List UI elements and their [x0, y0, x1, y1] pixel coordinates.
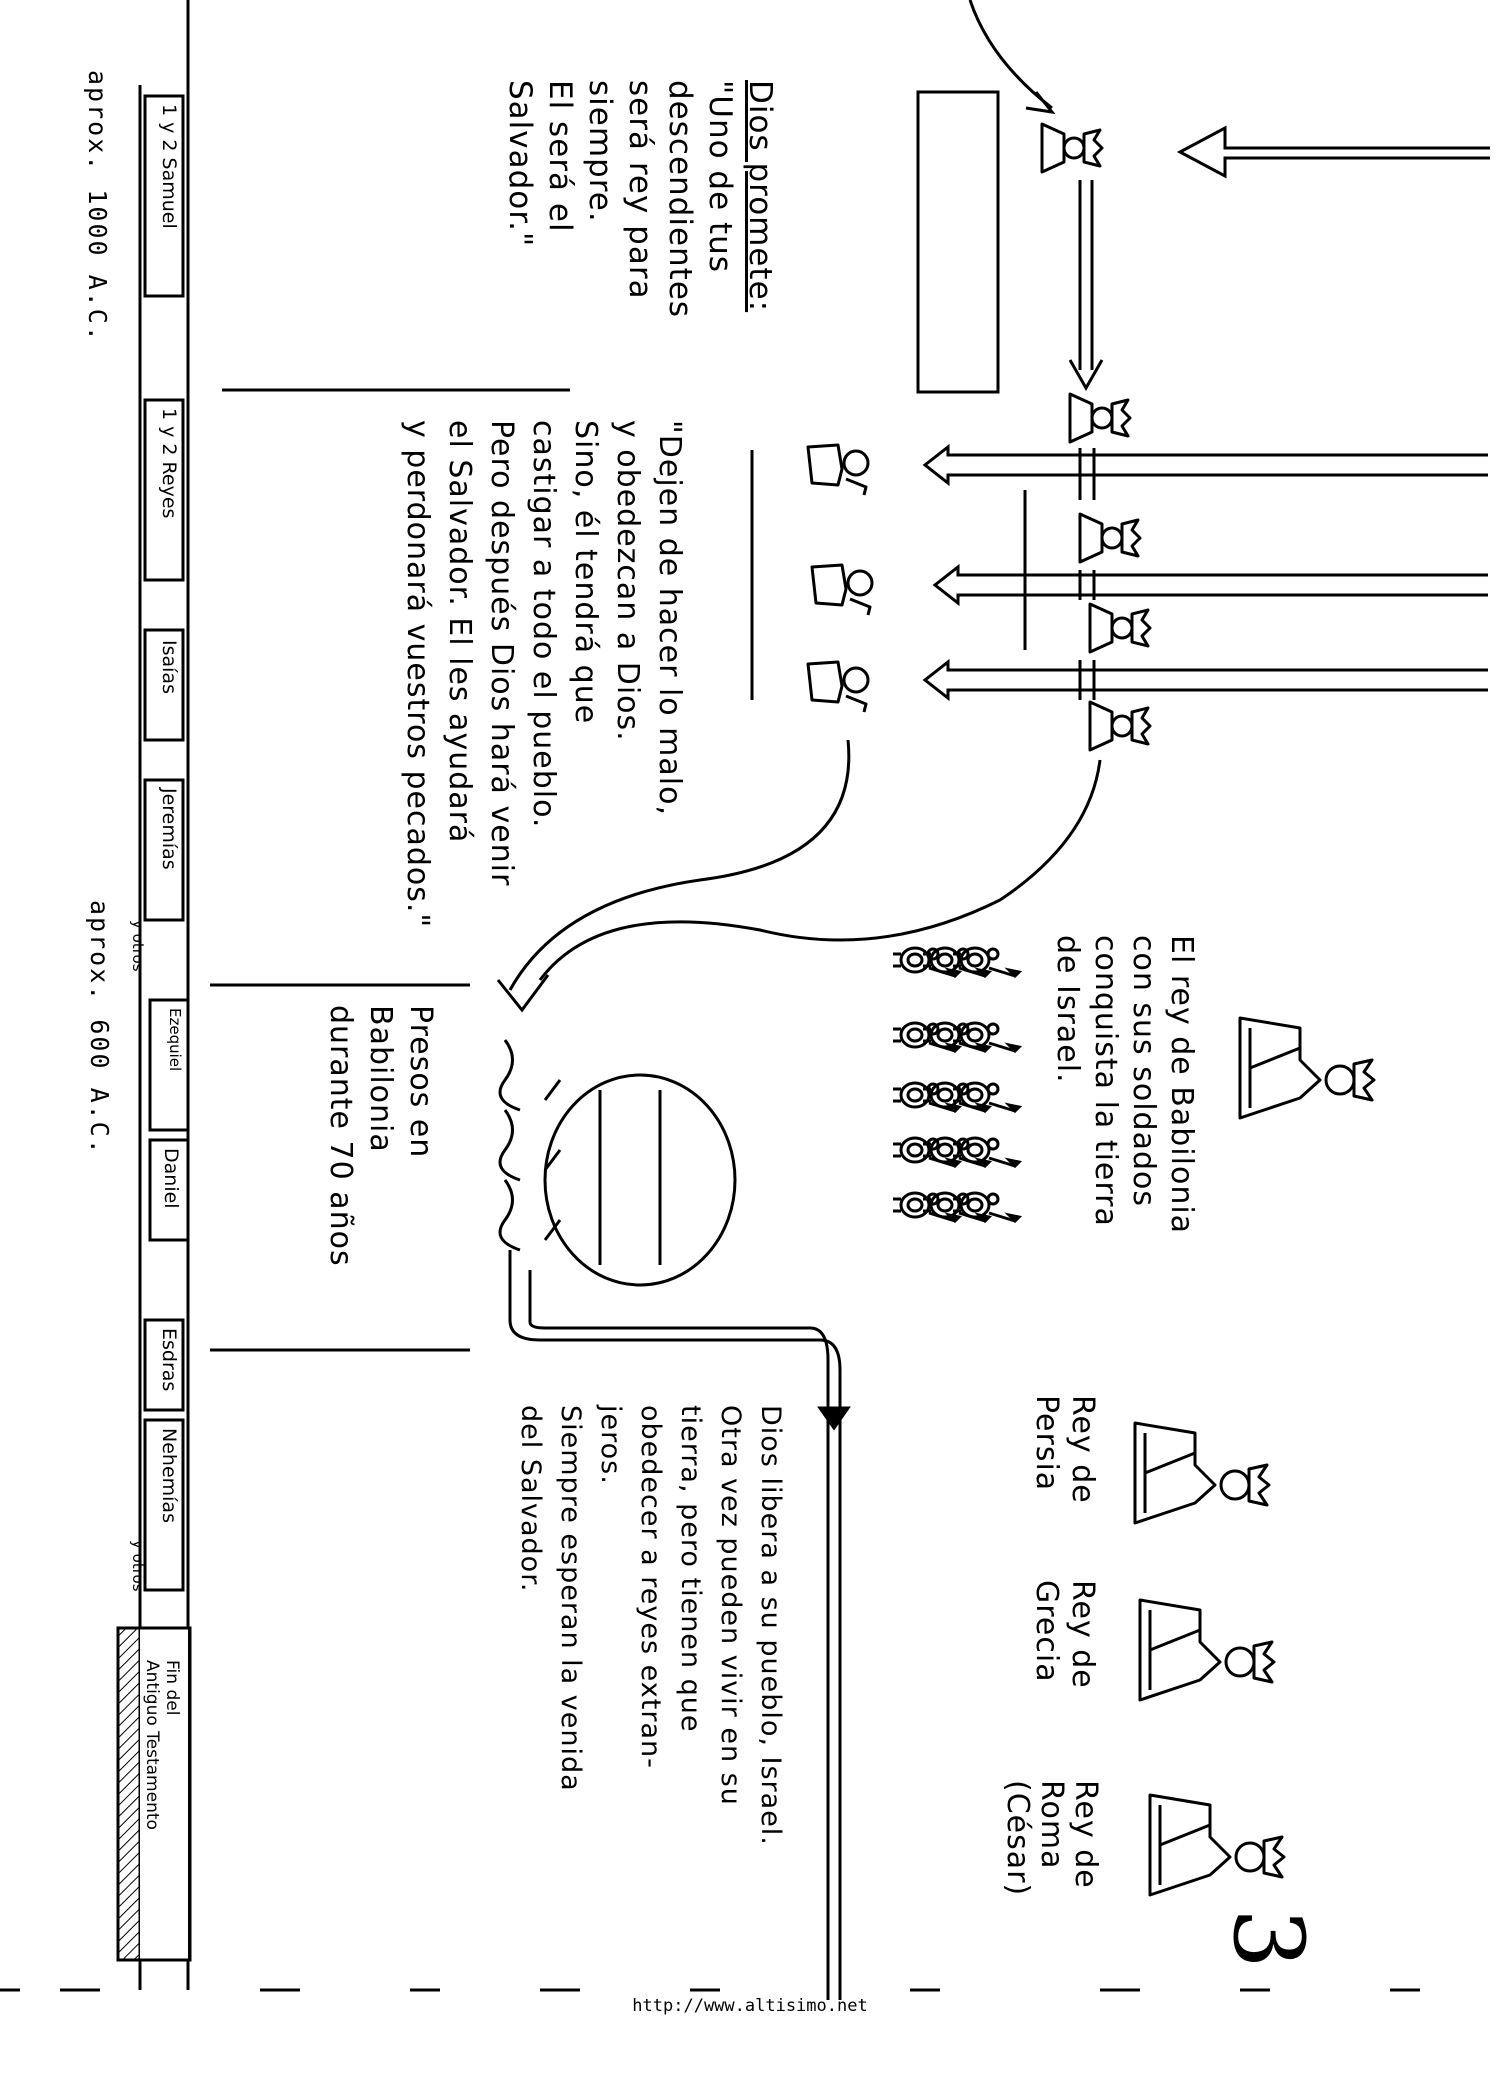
king-persia-caption — [1028, 1395, 1100, 1504]
warning-line: Sino, él tendrá que — [568, 420, 603, 725]
book-nehemias-extra: y otros — [129, 1540, 147, 1592]
king-persia — [1135, 1423, 1269, 1523]
promise-line: Salvador." — [502, 80, 538, 248]
king-caption-line: Persia — [1029, 1395, 1064, 1492]
exile-caption — [320, 1005, 440, 1267]
promise-title: Dios promete: — [742, 80, 778, 313]
end-of-ot-label — [142, 1660, 182, 1830]
liberation-line: tierra, pero tienen que — [675, 1405, 706, 1733]
exile-line: durante 70 años — [323, 1005, 358, 1267]
warning-line: y perdonará vuestros pecados." — [400, 420, 435, 929]
king-caption-line: Roma — [1034, 1780, 1069, 1870]
book-isaias: Isaías — [158, 640, 180, 694]
warning-line: y obedezcan a Dios. — [610, 420, 645, 742]
liberation-line: jeros. — [595, 1405, 626, 1485]
babylon-caption — [1048, 935, 1200, 1234]
date-600: aprox. 600 A.C. — [85, 900, 114, 1156]
book-nehemias: Nehemías — [158, 1428, 180, 1523]
promise-line: El será el — [542, 80, 578, 233]
liberation-line: obedecer a reyes extran- — [635, 1405, 666, 1769]
book-ezequiel: Ezequiel — [166, 1008, 184, 1072]
liberation-line: del Salvador. — [515, 1405, 546, 1593]
kings-column — [1042, 124, 1150, 750]
liberation-caption — [510, 1405, 790, 1846]
liberation-line: Otra vez pueden vivir en su — [715, 1405, 746, 1806]
babylon-city — [500, 1040, 735, 1285]
page-number: 3 — [1212, 1908, 1324, 1970]
promise-text — [500, 80, 780, 318]
king-caption-line: Grecia — [1029, 1580, 1064, 1683]
book-daniel: Daniel — [160, 1148, 182, 1209]
warning-text — [396, 420, 690, 928]
promise-line: "Uno de tus — [702, 80, 738, 273]
promise-line: siempre. — [582, 80, 618, 223]
soldier-army — [893, 948, 1019, 1221]
date-1000: aprox. 1000 A.C. — [83, 70, 112, 343]
king-babylon — [1240, 1018, 1374, 1118]
king-grecia — [1140, 1600, 1274, 1700]
scroll-bar — [918, 92, 998, 392]
babylon-line: El rey de Babilonia — [1164, 935, 1199, 1235]
liberation-line: Siempre esperan la venida — [555, 1405, 586, 1792]
warning-line: castigar a todo el pueblo. — [526, 420, 561, 829]
prophets — [808, 445, 872, 712]
warning-line: el Salvador. El les ayudará — [442, 420, 477, 844]
king-caption-line: (César) — [1000, 1780, 1035, 1897]
king-grecia-caption — [1028, 1580, 1100, 1689]
end-label-line: Antiguo Testamento — [142, 1660, 162, 1830]
exile-line: Babilonia — [363, 1005, 398, 1153]
babylon-line: con sus soldados — [1126, 935, 1161, 1207]
babylon-line: de Israel. — [1050, 935, 1085, 1084]
book-esdras: Esdras — [158, 1328, 180, 1392]
king-roma-caption — [1000, 1780, 1102, 1896]
king-caption-line: Rey de — [1068, 1780, 1103, 1889]
promise-line: será rey para — [622, 80, 658, 300]
warning-line: "Dejen de hacer lo malo, — [652, 420, 687, 817]
babylon-line: conquista la tierra — [1088, 935, 1123, 1227]
book-reyes: 1 y 2 Reyes — [158, 408, 180, 519]
footer-url[interactable]: http://www.altisimo.net — [632, 1996, 868, 2016]
king-caption-line: Rey de — [1065, 1395, 1100, 1504]
book-jeremias: Jeremías — [158, 788, 180, 870]
king-roma — [1150, 1795, 1284, 1895]
end-label-line: Fin del — [162, 1660, 182, 1716]
big-arrow-right — [1180, 128, 1490, 176]
promise-line: descendientes — [662, 80, 698, 319]
exile-line: Presos en — [403, 1005, 438, 1159]
king-caption-line: Rey de — [1065, 1580, 1100, 1689]
liberation-line: Dios libera a su pueblo, Israel. — [755, 1405, 786, 1846]
book-jeremias-extra: y otros — [129, 920, 147, 972]
warning-line: Pero después Dios hará venir — [484, 420, 519, 887]
book-samuel: 1 y 2 Samuel — [158, 104, 180, 229]
prophet-arrows — [925, 447, 1488, 698]
